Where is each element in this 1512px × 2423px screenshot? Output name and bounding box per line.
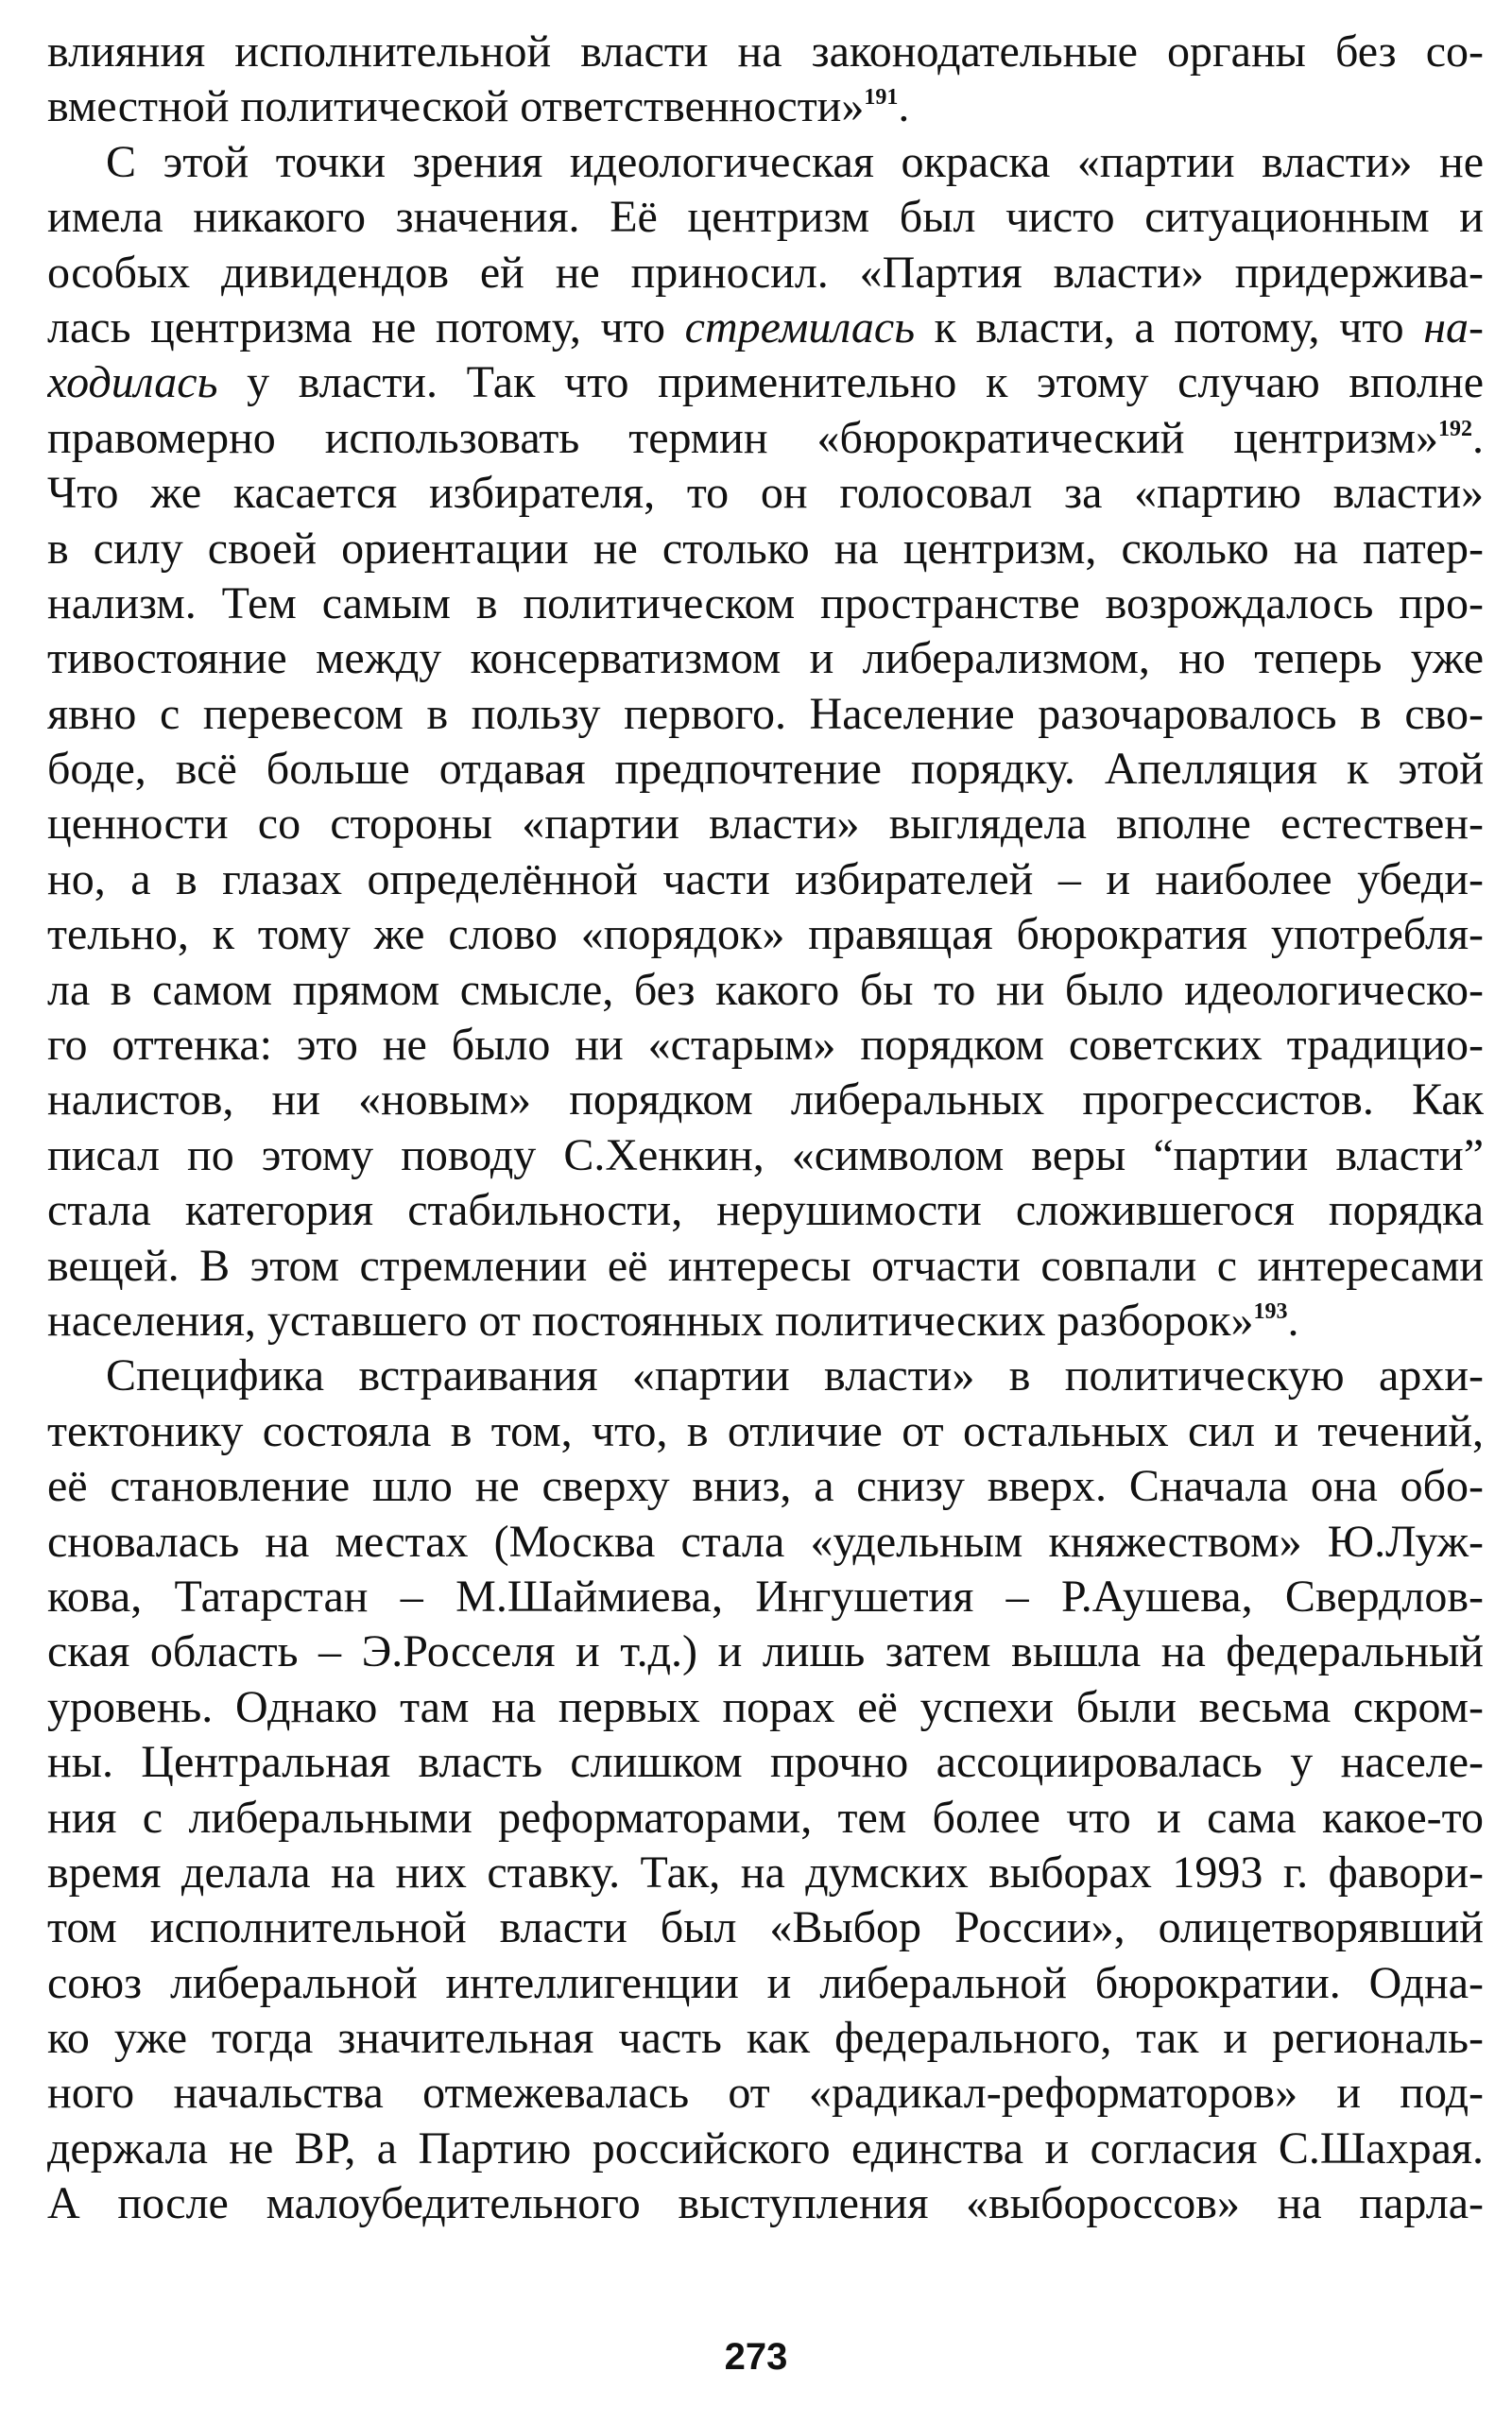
text-line bbox=[47, 301, 1484, 355]
text-line bbox=[47, 1128, 1484, 1183]
text-segment: том исполнительной власти был «Выбор России», олицетворявший bbox=[47, 1902, 1484, 1953]
text-segment: время делала на них ставку. Так, на думских выборах 1993 г. фавори- bbox=[47, 1847, 1484, 1898]
text-line bbox=[47, 797, 1484, 851]
italic-text: на- bbox=[1423, 301, 1484, 352]
text-segment: правомерно использовать термин «бюрократический центризм» bbox=[47, 412, 1438, 463]
text-line bbox=[47, 2011, 1484, 2066]
italic-text: стремилась bbox=[684, 301, 916, 352]
text-line bbox=[47, 466, 1484, 521]
text-segment: влияния исполнительной власти на законодательные органы без со- bbox=[47, 26, 1484, 77]
text-segment: стала категория стабильности, нерушимости сложившегося порядка bbox=[47, 1185, 1484, 1236]
text-line bbox=[47, 1846, 1484, 1900]
text-segment: А после малоубедительного выступления «выбороссов» на парла- bbox=[47, 2178, 1484, 2229]
text-line bbox=[47, 1294, 1484, 1349]
text-segment: в силу своей ориентации не столько на центризм, сколько на патер- bbox=[47, 523, 1484, 574]
text-segment: налистов, ни «новым» порядком либеральных прогрессистов. Как bbox=[47, 1074, 1484, 1126]
text-line bbox=[47, 1349, 1484, 1403]
text-segment: сновалась на местах (Москва стала «удельным княжеством» Ю.Луж- bbox=[47, 1516, 1484, 1567]
text-segment: ценности со стороны «партии власти» выглядела вполне естествен- bbox=[47, 799, 1484, 850]
text-line bbox=[47, 411, 1484, 466]
text-line bbox=[47, 1680, 1484, 1735]
text-segment: го оттенка: это не было ни «старым» порядком советских традицио- bbox=[47, 1020, 1484, 1071]
text-segment: явно с перевесом в пользу первого. Население разочаровалось в сво- bbox=[47, 688, 1484, 739]
text-segment: С этой точки зрения идеологическая окраска «партии власти» не bbox=[106, 136, 1484, 187]
text-line bbox=[47, 190, 1484, 245]
text-line bbox=[47, 1515, 1484, 1570]
text-line bbox=[47, 907, 1484, 962]
text-segment: уровень. Однако там на первых порах её успехи были весьма скром- bbox=[47, 1681, 1484, 1732]
text-line bbox=[47, 852, 1484, 907]
text-line bbox=[47, 2066, 1484, 2121]
footnote-marker: 192 bbox=[1438, 416, 1472, 441]
footnote-marker: 191 bbox=[864, 85, 899, 111]
text-line bbox=[47, 742, 1484, 797]
text-segment: ская область – Э.Росселя и т.д.) и лишь затем вышла на федеральный bbox=[47, 1626, 1484, 1677]
text-line bbox=[47, 1404, 1484, 1459]
text-segment: но, а в глазах определённой части избирателей – и наиболее убеди- bbox=[47, 853, 1484, 904]
text-line bbox=[47, 522, 1484, 576]
text-line bbox=[47, 1791, 1484, 1846]
text-line bbox=[47, 79, 1484, 134]
text-line bbox=[47, 246, 1484, 301]
text-line bbox=[47, 2122, 1484, 2176]
text-segment: ла в самом прямом смысле, без какого бы то ни было идеологическо- bbox=[47, 964, 1484, 1015]
text-segment: ны. Центральная власть слишком прочно ассоциировалась у населе- bbox=[47, 1737, 1484, 1788]
text-line bbox=[47, 1624, 1484, 1679]
text-segment: держала не ВР, а Партию российского единства и согласия С.Шахрая. bbox=[47, 2122, 1484, 2174]
text-line bbox=[47, 355, 1484, 410]
text-line bbox=[47, 687, 1484, 742]
text-line bbox=[47, 25, 1484, 79]
text-segment: кова, Татарстан – М.Шаймиева, Ингушетия – Р.Аушева, Свердлов- bbox=[47, 1571, 1484, 1622]
text-line bbox=[47, 576, 1484, 631]
text-segment: имела никакого значения. Её центризм был чисто ситуационным и bbox=[47, 192, 1484, 243]
text-segment: к власти, а потому, что bbox=[915, 301, 1424, 352]
text-segment: . bbox=[1472, 412, 1484, 463]
text-segment: тектонику состояла в том, что, в отличие от остальных сил и течений, bbox=[47, 1405, 1484, 1456]
italic-text: ходилась bbox=[47, 357, 218, 408]
text-line bbox=[47, 1183, 1484, 1238]
text-line bbox=[47, 135, 1484, 190]
text-line bbox=[47, 1459, 1484, 1514]
text-segment: тельно, к тому же слово «порядок» правящая бюрократия употребля- bbox=[47, 909, 1484, 960]
text-line bbox=[47, 1900, 1484, 1955]
text-segment: ко уже тогда значительная часть как федерального, так и региональ- bbox=[47, 2013, 1484, 2064]
text-segment: Что же касается избирателя, то он голосовал за «партию власти» bbox=[47, 468, 1484, 519]
text-segment: у власти. Так что применительно к этому случаю вполне bbox=[217, 357, 1484, 408]
text-line bbox=[47, 963, 1484, 1018]
text-segment: населения, уставшего от постоянных политических разборок» bbox=[47, 1295, 1254, 1346]
text-segment: союз либеральной интеллигенции и либеральной бюрократии. Одна- bbox=[47, 1957, 1484, 2008]
book-page-text bbox=[47, 25, 1484, 2232]
text-line bbox=[47, 1735, 1484, 1790]
text-segment: Специфика встраивания «партии власти» в политическую архи- bbox=[106, 1350, 1484, 1401]
text-segment: ния с либеральными реформаторами, тем более что и сама какое-то bbox=[47, 1792, 1484, 1843]
text-segment: боде, всё больше отдавая предпочтение порядку. Апелляция к этой bbox=[47, 744, 1484, 795]
text-line bbox=[47, 1073, 1484, 1127]
text-segment: особых дивидендов ей не приносил. «Партия власти» придержива- bbox=[47, 247, 1484, 298]
text-line bbox=[47, 1570, 1484, 1624]
text-segment: вещей. В этом стремлении её интересы отчасти совпали с интересами bbox=[47, 1240, 1484, 1291]
text-segment: ного начальства отмежевалась от «радикал-реформаторов» и под- bbox=[47, 2068, 1484, 2119]
text-segment: писал по этому поводу С.Хенкин, «символом веры “партии власти” bbox=[47, 1129, 1484, 1180]
text-line bbox=[47, 1239, 1484, 1294]
text-segment: нализм. Тем самым в политическом пространстве возрождалось про- bbox=[47, 577, 1484, 628]
text-segment: её становление шло не сверху вниз, а снизу вверх. Сначала она обо- bbox=[47, 1461, 1484, 1512]
page-number: 273 bbox=[724, 2336, 788, 2378]
text-segment: вместной политической ответственности» bbox=[47, 81, 865, 132]
text-line bbox=[47, 1018, 1484, 1073]
text-segment: . bbox=[1287, 1295, 1299, 1346]
footnote-marker: 193 bbox=[1253, 1298, 1288, 1324]
text-line bbox=[47, 631, 1484, 686]
text-segment: лась центризма не потому, что bbox=[47, 301, 685, 352]
text-line bbox=[47, 1956, 1484, 2011]
text-line bbox=[47, 2176, 1484, 2231]
text-segment: тивостояние между консерватизмом и либерализмом, но теперь уже bbox=[47, 633, 1484, 684]
text-segment: . bbox=[898, 81, 910, 132]
